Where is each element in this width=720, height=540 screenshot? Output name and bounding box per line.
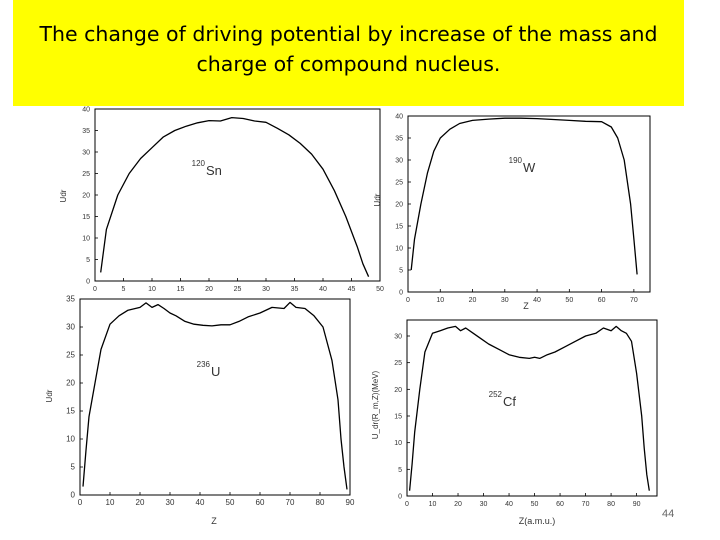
y-tick-label: 10 (394, 440, 402, 448)
x-tick-label: 40 (319, 286, 327, 293)
x-tick-label: 50 (376, 286, 384, 293)
y-tick-label: 5 (86, 257, 90, 264)
y-tick-label: 25 (395, 179, 403, 187)
y-tick-label: 30 (66, 322, 75, 332)
x-tick-label: 60 (597, 297, 606, 304)
y-tick-label: 20 (66, 378, 75, 388)
x-tick-label: 10 (148, 286, 156, 293)
x-tick-label: 70 (629, 297, 638, 304)
y-tick-label: 40 (82, 106, 90, 114)
x-tick-label: 70 (285, 498, 295, 507)
x-tick-label: 20 (135, 498, 145, 507)
x-tick-label: 0 (406, 297, 410, 304)
chart-panel-u (40, 292, 370, 532)
y-tick-label: 20 (82, 192, 90, 200)
x-tick-label: 20 (468, 297, 477, 304)
series-line-0 (411, 118, 637, 274)
y-tick-label: 25 (82, 171, 90, 178)
y-tick-label: 30 (394, 333, 402, 341)
plot-frame (80, 299, 350, 495)
nucleus-mass-number: 190 (508, 156, 522, 165)
x-tick-label: 80 (607, 501, 615, 508)
y-tick-label: 10 (66, 434, 75, 444)
x-tick-label: 90 (632, 501, 641, 508)
x-tick-label: 30 (165, 498, 175, 507)
plot-frame (408, 116, 650, 292)
y-tick-label: 0 (398, 493, 402, 501)
slide-title: The change of driving potential by increase of the mass and charge of compound nucleus. (39, 22, 658, 76)
y-tick-label: 15 (82, 214, 90, 221)
nucleus-mass-number: 252 (488, 390, 502, 399)
x-tick-label: 10 (428, 501, 437, 508)
nucleus-element-symbol: Cf (503, 394, 516, 409)
x-tick-label: 15 (176, 286, 185, 293)
title-banner (13, 0, 684, 106)
x-tick-label: 50 (565, 297, 574, 304)
y-tick-label: 0 (399, 289, 403, 297)
y-tick-label: 15 (66, 406, 75, 416)
x-tick-label: 0 (405, 501, 409, 508)
x-axis-label: Z (523, 301, 529, 311)
chart-panel-sn (58, 106, 384, 298)
nucleus-element-symbol: U (211, 364, 221, 379)
x-tick-label: 20 (205, 286, 213, 293)
x-tick-label: 30 (479, 501, 488, 508)
y-tick-label: 35 (395, 135, 403, 143)
x-axis-label: Z (211, 516, 217, 526)
x-tick-label: 40 (505, 501, 513, 508)
x-tick-label: 20 (454, 501, 462, 508)
chart-panel-w (372, 108, 654, 313)
y-tick-label: 0 (86, 278, 90, 286)
page-number: 44 (662, 508, 675, 520)
x-axis-label: Z(a.m.u.) (518, 516, 556, 526)
x-tick-label: 10 (105, 498, 115, 507)
nucleus-element-symbol: W (523, 160, 536, 175)
chart-panel-cf (362, 310, 675, 528)
y-tick-label: 15 (395, 223, 403, 231)
y-tick-label: 20 (394, 386, 402, 394)
nucleus-mass-number: 120 (191, 159, 205, 168)
y-tick-label: 30 (82, 149, 90, 157)
series-line-0 (410, 326, 650, 490)
x-tick-label: 30 (500, 297, 509, 304)
x-tick-label: 35 (290, 286, 299, 293)
y-tick-label: 0 (70, 490, 75, 500)
y-tick-label: 20 (395, 201, 403, 209)
y-tick-label: 5 (70, 462, 75, 472)
x-tick-label: 40 (195, 498, 205, 507)
y-tick-label: 40 (395, 113, 403, 121)
series-line-0 (83, 302, 347, 489)
y-tick-label: 5 (399, 267, 403, 275)
x-tick-label: 80 (315, 498, 325, 507)
x-tick-label: 25 (233, 286, 242, 293)
x-tick-label: 60 (556, 501, 564, 508)
y-tick-label: 15 (394, 413, 402, 421)
y-axis-label: Udr (45, 389, 54, 403)
x-tick-label: 50 (530, 501, 539, 508)
x-tick-label: 70 (581, 501, 590, 508)
y-tick-label: 30 (395, 157, 403, 165)
y-tick-label: 35 (82, 128, 90, 135)
y-tick-label: 25 (66, 350, 75, 360)
x-tick-label: 60 (255, 498, 265, 507)
x-tick-label: 0 (93, 286, 97, 293)
x-tick-label: 40 (533, 297, 541, 304)
x-tick-label: 10 (436, 297, 445, 304)
x-tick-label: 90 (345, 498, 355, 507)
x-tick-label: 30 (262, 286, 270, 293)
nucleus-element-symbol: Sn (206, 163, 222, 178)
y-axis-label: Udr (373, 193, 382, 207)
y-tick-label: 5 (398, 466, 402, 474)
y-axis-label: Udr (59, 189, 68, 203)
x-tick-label: 45 (347, 286, 356, 293)
y-tick-label: 25 (394, 360, 402, 368)
x-tick-label: 0 (77, 498, 83, 507)
series-line-0 (101, 118, 369, 277)
y-tick-label: 35 (66, 294, 75, 304)
y-axis-label: U_dr(R_m,Z)(MeV) (371, 370, 380, 440)
nucleus-mass-number: 236 (196, 360, 210, 369)
plot-frame (95, 109, 380, 281)
x-tick-label: 5 (121, 286, 126, 293)
plot-frame (407, 320, 657, 496)
y-tick-label: 10 (395, 245, 403, 253)
x-tick-label: 50 (225, 498, 235, 507)
y-tick-label: 10 (82, 235, 90, 243)
